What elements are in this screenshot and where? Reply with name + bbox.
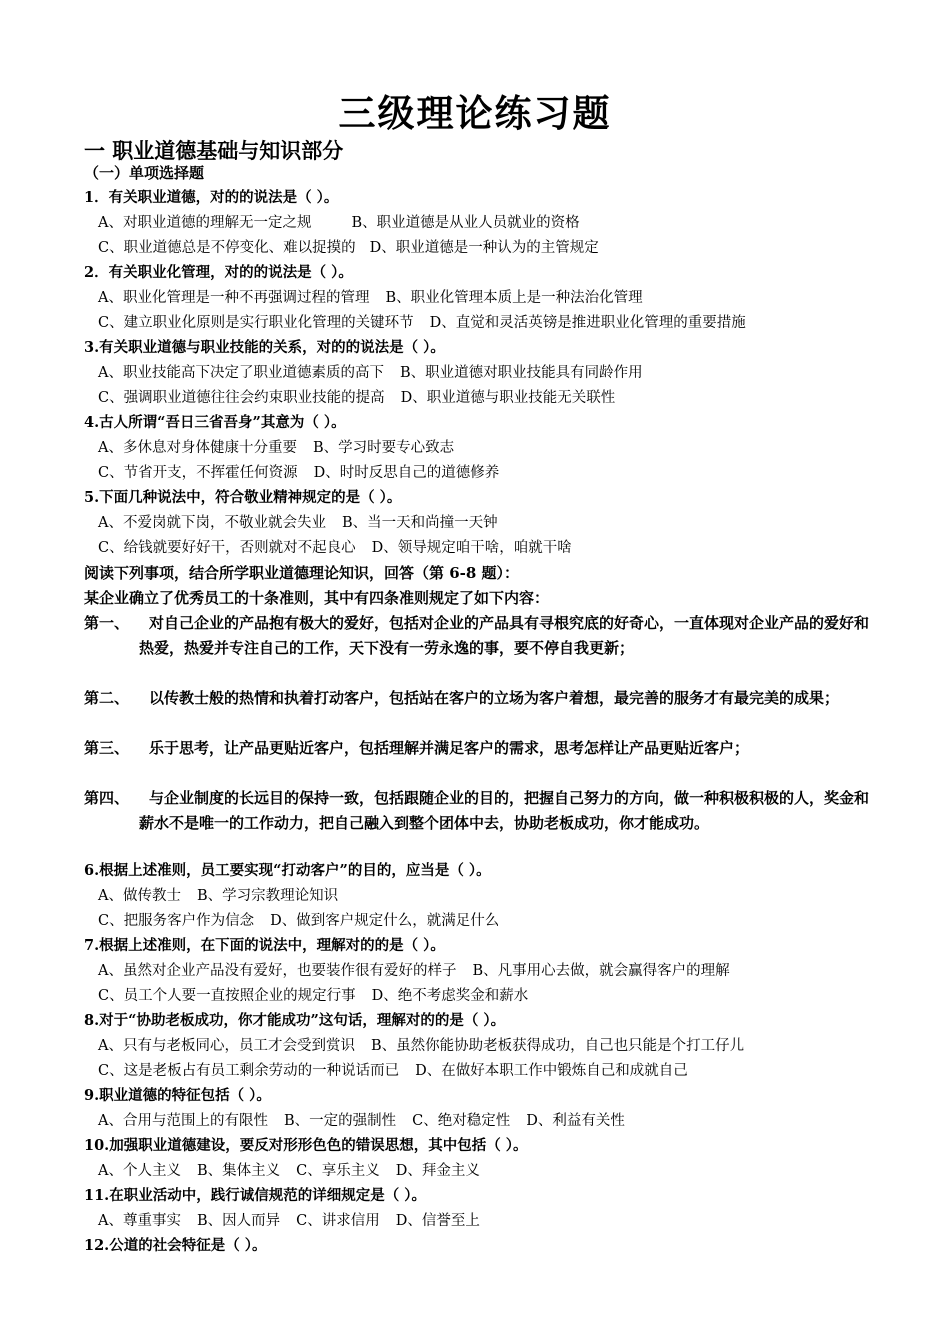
option: A、职业技能高下决定了职业道德素质的高下 — [98, 365, 384, 381]
rule-text: 对自己企业的产品抱有极大的爱好，包括对企业的产品具有寻根究底的好奇心，一直体现对企业产品的爱好和热爱，热爱并专注自己的工作，天下没有一劳永逸的事，要不停自我更新； — [139, 614, 870, 657]
question-6: 6.根据上述准则，员工要实现“打动客户”的目的，应当是（ ）。 — [84, 862, 491, 879]
options-line — [98, 363, 643, 383]
rule-label: 第二、 — [84, 689, 130, 707]
option: D、时时反思自己的道德修养 — [313, 465, 500, 481]
options-line — [98, 961, 730, 981]
options-line — [98, 463, 499, 483]
rule-item — [84, 736, 870, 786]
options-line — [98, 538, 572, 558]
reading-context: 某企业确立了优秀员工的十条准则，其中有四条准则规定了如下内容： — [84, 589, 550, 607]
question-10: 10.加强职业道德建设，要反对形形色色的错误思想，其中包括（ ）。 — [84, 1137, 528, 1154]
options-line — [98, 1036, 744, 1056]
options-line — [98, 313, 746, 333]
options-line — [98, 438, 454, 458]
option: B、职业道德对职业技能具有同龄作用 — [399, 365, 643, 381]
options-line — [98, 513, 498, 533]
option: B、学习时要专心致志 — [312, 440, 455, 456]
option: A、尊重事实 — [98, 1213, 181, 1229]
option: B、集体主义 — [196, 1163, 281, 1179]
option: A、不爱岗就下岗，不敬业就会失业 — [98, 515, 326, 531]
rule-label: 第四、 — [84, 789, 130, 807]
question-5: 5.下面几种说法中，符合敬业精神规定的是（ ）。 — [84, 489, 402, 506]
option: C、强调职业道德往往会约束职业技能的提高 — [98, 390, 385, 406]
rule-item — [84, 686, 870, 736]
options-line — [98, 213, 580, 233]
option: B、当一天和尚撞一天钟 — [341, 515, 498, 531]
option: D、职业道德与职业技能无关联性 — [400, 390, 616, 406]
option: D、做到客户规定什么，就满足什么 — [270, 913, 500, 929]
question-12: 12.公道的社会特征是（ ）。 — [84, 1237, 267, 1254]
option: D、拜金主义 — [395, 1163, 480, 1179]
option: A、对职业道德的理解无一定之规 — [98, 215, 312, 231]
option: A、只有与老板同心，员工才会受到赏识 — [98, 1038, 355, 1054]
option: C、讲求信用 — [296, 1213, 380, 1229]
options-line — [98, 288, 643, 308]
options-line — [98, 1211, 480, 1231]
options-line — [98, 911, 499, 931]
question-4: 4.古人所谓“吾日三省吾身”其意为（ ）。 — [84, 414, 346, 431]
option: B、学习宗教理论知识 — [196, 888, 339, 904]
rule-label: 第一、 — [84, 614, 130, 632]
option: B、一定的强制性 — [283, 1113, 397, 1129]
option: A、虽然对企业产品没有爱好，也要装作很有爱好的样子 — [98, 963, 457, 979]
option: A、多休息对身体健康十分重要 — [98, 440, 297, 456]
options-line — [98, 986, 528, 1006]
rule-item — [84, 786, 870, 861]
option: C、职业道德总是不停变化、难以捉摸的 — [98, 240, 356, 256]
option: D、信誉至上 — [395, 1213, 480, 1229]
option: B、职业化管理本质上是一种法治化管理 — [385, 290, 643, 306]
question-1: 1．有关职业道德，对的的说法是（ ）。 — [84, 189, 339, 206]
option: C、节省开支，不挥霍任何资源 — [98, 465, 298, 481]
option: D、在做好本职工作中锻炼自己和成就自己 — [415, 1063, 688, 1079]
option: D、领导规定咱干啥，咱就干啥 — [371, 540, 572, 556]
options-line — [98, 238, 599, 258]
option: C、这是老板占有员工剩余劳动的一种说话而已 — [98, 1063, 400, 1079]
options-line — [98, 886, 338, 906]
rule-label: 第三、 — [84, 739, 130, 757]
options-line — [98, 388, 615, 408]
option: A、职业化管理是一种不再强调过程的管理 — [98, 290, 370, 306]
option: D、职业道德是一种认为的主管规定 — [369, 240, 599, 256]
option: A、合用与范围上的有限性 — [98, 1113, 268, 1129]
option: C、绝对稳定性 — [412, 1113, 511, 1129]
options-line — [98, 1161, 480, 1181]
page-title: 三级理论练习题 — [338, 91, 612, 135]
subsection-heading: （一）单项选择题 — [84, 164, 205, 182]
option: C、员工个人要一直按照企业的规定行事 — [98, 988, 356, 1004]
option: D、利益有关性 — [526, 1113, 625, 1129]
rule-text: 与企业制度的长远目的保持一致，包括跟随企业的目的，把握自己努力的方向，做一种积极积极的人，奖金和薪水不是唯一的工作动力，把自己融入到整个团体中去，协助老板成功，你才能成功。 — [139, 789, 870, 832]
option: B、凡事用心去做，就会赢得客户的理解 — [472, 963, 730, 979]
options-line — [98, 1061, 688, 1081]
rule-item — [84, 611, 870, 686]
question-11: 11.在职业活动中，践行诚信规范的详细规定是（ ）。 — [84, 1187, 427, 1204]
option: B、职业道德是从业人员就业的资格 — [351, 215, 580, 231]
option: D、直觉和灵活英镑是推进职业化管理的重要措施 — [429, 315, 746, 331]
rule-text: 乐于思考，让产品更贴近客户，包括理解并满足客户的需求，思考怎样让产品更贴近客户； — [149, 739, 750, 757]
section-heading: 一 职业道德基础与知识部分 — [84, 138, 344, 163]
options-line — [98, 1111, 625, 1131]
rule-text: 以传教士般的热情和执着打动客户，包括站在客户的立场为客户着想，最完善的服务才有最完美的成果； — [149, 689, 840, 707]
option: C、把服务客户作为信念 — [98, 913, 255, 929]
option: A、个人主义 — [98, 1163, 181, 1179]
option: B、因人而异 — [196, 1213, 281, 1229]
question-3: 3.有关职业道德与职业技能的关系，对的的说法是（ ）。 — [84, 339, 445, 356]
question-9: 9.职业道德的特征包括（ ）。 — [84, 1087, 271, 1104]
option: A、做传教士 — [98, 888, 181, 904]
option: D、绝不考虑奖金和薪水 — [371, 988, 529, 1004]
question-7: 7.根据上述准则，在下面的说法中，理解对的的是（ ）。 — [84, 937, 445, 954]
option: C、建立职业化原则是实行职业化管理的关键环节 — [98, 315, 414, 331]
option: C、给钱就要好好干，否则就对不起良心 — [98, 540, 356, 556]
question-8: 8.对于“协助老板成功，你才能成功”这句话，理解对的的是（ ）。 — [84, 1012, 506, 1029]
option: C、享乐主义 — [296, 1163, 380, 1179]
option: B、虽然你能协助老板获得成功，自己也只能是个打工仔儿 — [370, 1038, 745, 1054]
question-2: 2．有关职业化管理，对的的说法是（ ）。 — [84, 264, 353, 281]
reading-intro: 阅读下列事项，结合所学职业道德理论知识，回答（第 6-8 题）： — [84, 564, 520, 582]
